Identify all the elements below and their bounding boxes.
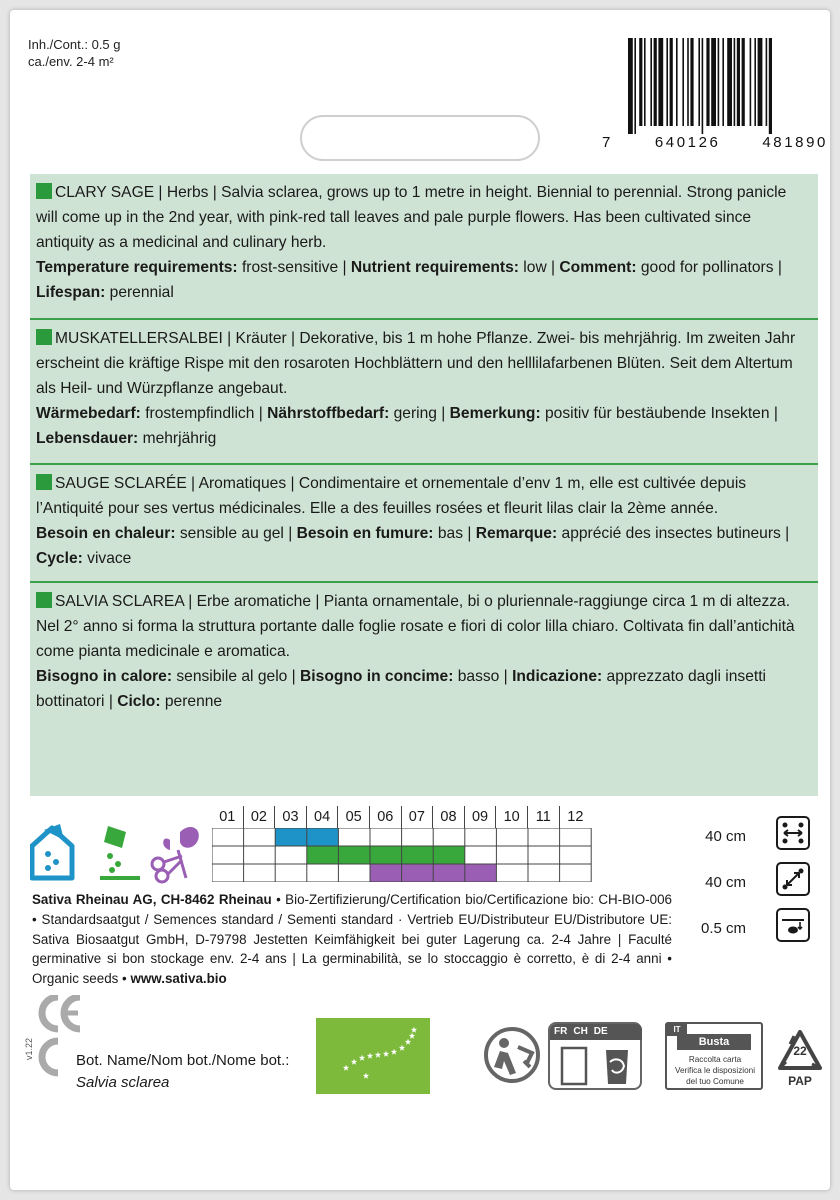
description-it <box>30 583 818 714</box>
hanger-hole <box>300 115 540 161</box>
website-link[interactable]: www.sativa.bio <box>130 971 227 987</box>
month-label: 04 <box>307 806 339 828</box>
description-intro: CLARY SAGE | Herbs | Salvia sclarea, grows up to 1 metre in height. Biennial to perennial. Strong panicle will come up in the 2nd year, with pink-red tall leaves and pale purple flowers. Has been cultivated since antiquity as a medicinal and culinary herb. <box>36 184 787 251</box>
pap-number: 22 <box>793 1044 807 1058</box>
version-label: v1.22 <box>24 1037 34 1060</box>
field-label: Indicazione: <box>512 668 603 685</box>
country-de: DE <box>593 1026 608 1037</box>
triman-icon <box>480 1025 546 1085</box>
barcode-bar <box>727 38 732 126</box>
field-label: Bisogno in calore: <box>36 668 173 685</box>
field-value: basso | <box>453 668 513 685</box>
busta-line: Raccolta carta <box>688 1055 742 1064</box>
greenhouse-sowing-icon <box>32 824 72 878</box>
pap-label: PAP <box>788 1074 812 1088</box>
eu-star-icon <box>405 1039 411 1045</box>
description-intro: MUSKATELLERSALBEI | Kräuter | Dekorative, bis 1 m hohe Pflanze. Zwei- bis mehrjährig. Im zweiten Jahr erscheint die kräftige Rispe mit den rosaroten Hochblättern und den helllilafarbenen Blüten. Seit dem Altertum als Heil- und Würzpflanze angebaut. <box>36 330 796 397</box>
field-value: low | <box>518 259 560 276</box>
month-label: 08 <box>433 806 465 828</box>
barcode-bar <box>682 38 684 126</box>
eu-star-icon <box>367 1053 373 1059</box>
month-label: 02 <box>244 806 276 828</box>
content-info <box>28 36 121 70</box>
calendar-grid <box>212 828 632 882</box>
calendar-bar <box>307 846 465 864</box>
eu-star-icon <box>409 1033 415 1039</box>
barcode-bar <box>766 38 768 126</box>
barcode-number <box>602 134 828 151</box>
field-value: sensibile al gelo | <box>172 668 301 685</box>
eu-star-icon <box>391 1049 397 1055</box>
eu-star-icon <box>343 1065 349 1071</box>
barcode-bar <box>734 38 736 126</box>
busta-title: Busta <box>677 1034 751 1050</box>
barcode-bar <box>666 38 668 126</box>
month-label: 06 <box>370 806 402 828</box>
barcode-bar <box>690 38 693 126</box>
eu-organic-logo <box>316 1018 430 1094</box>
field-value: bas | <box>433 525 476 542</box>
barcode-bar <box>687 38 689 126</box>
month-label: 11 <box>528 806 560 828</box>
field-label: Nutrient requirements: <box>350 259 519 276</box>
description-intro: SAUGE SCLARÉE | Aromatiques | Condimentaire et ornementale d’env 1 m, elle est cultivée depuis l’Antiquité pour ses vertus médicinales. Elle a des feuilles rosées et fleurit lilas clair la 2ème année. <box>36 475 747 517</box>
field-label: Ciclo: <box>117 693 161 710</box>
field-value: good for pollinators | <box>636 259 782 276</box>
busta-line: Verifica le disposizioni <box>674 1066 756 1075</box>
botanical-name <box>76 1050 289 1094</box>
field-label: Remarque: <box>475 525 558 542</box>
field-value: apprécié des insectes butineurs | <box>557 525 790 542</box>
eu-star-icon <box>411 1027 417 1033</box>
plant-distance-icon <box>776 862 810 896</box>
botanical-name-value: Salvia sclarea <box>76 1074 170 1091</box>
barcode-digit-prefix: 7 <box>602 134 613 151</box>
month-label: 05 <box>338 806 370 828</box>
field-label: Comment: <box>559 259 637 276</box>
legal-text <box>32 890 672 989</box>
calendar-icons <box>30 820 210 884</box>
barcode-bar <box>722 38 724 126</box>
field-label: Temperature requirements: <box>36 259 238 276</box>
field-value: positiv für bestäubende Insekten | <box>540 405 778 422</box>
barcode-bar <box>670 38 673 126</box>
green-square-icon <box>36 183 52 199</box>
busta-country: IT <box>667 1024 687 1036</box>
row-distance-icon <box>776 816 810 850</box>
company-name: Sativa Rheinau AG, CH-8462 Rheinau <box>32 892 272 907</box>
field-value: frostempfindlich | <box>140 405 268 422</box>
barcode-bar <box>750 38 752 126</box>
barcode-digit-left: 640126 <box>654 134 721 151</box>
bag-and-bin-icon <box>556 1044 636 1086</box>
eu-star-icon <box>359 1055 365 1061</box>
botanical-name-label: Bot. Name/Nom bot./Nome bot.: <box>76 1052 290 1069</box>
country-tabs <box>550 1024 642 1040</box>
barcode-bar <box>737 38 740 126</box>
seed-packet-back <box>10 10 830 1190</box>
eu-star-icon <box>383 1051 389 1057</box>
field-value: frost-sensitive | <box>237 259 351 276</box>
barcode <box>622 38 830 134</box>
description-en <box>30 174 818 305</box>
field-label: Besoin en chaleur: <box>36 525 176 542</box>
field-value: vivace <box>82 550 132 567</box>
field-label: Nährstoffbedarf: <box>267 405 390 422</box>
barcode-bar <box>654 38 657 126</box>
field-value: gering | <box>389 405 450 422</box>
month-label: 01 <box>212 806 244 828</box>
barcode-bar <box>628 38 633 134</box>
field-label: Lifespan: <box>36 284 106 301</box>
busta-text <box>669 1054 761 1087</box>
eu-star-icon <box>363 1073 369 1079</box>
busta-line: del tuo Comune <box>686 1077 744 1086</box>
field-value: sensible au gel | <box>175 525 297 542</box>
busta-logo <box>665 1022 763 1090</box>
barcode-bar <box>698 38 700 126</box>
month-label: 07 <box>402 806 434 828</box>
sowing-depth-value: 0.5 cm <box>700 920 746 937</box>
country-ch: CH <box>573 1026 588 1037</box>
field-label: Cycle: <box>36 550 83 567</box>
outdoor-sowing-icon <box>100 826 140 880</box>
barcode-bar <box>754 38 756 126</box>
barcode-bar <box>702 38 704 134</box>
country-fr: FR <box>554 1026 568 1037</box>
field-label: Bemerkung: <box>449 405 541 422</box>
field-label: Besoin en fumure: <box>296 525 434 542</box>
barcode-bar <box>634 38 636 134</box>
description-de <box>30 320 818 451</box>
content-weight: Inh./Cont.: 0.5 g <box>28 37 121 52</box>
barcode-bar <box>676 38 678 126</box>
field-value: perennial <box>105 284 174 301</box>
harvest-scissors-icon <box>152 827 199 882</box>
month-label: 12 <box>567 809 584 825</box>
barcode-bar <box>650 38 652 126</box>
field-label: Bisogno in concime: <box>300 668 454 685</box>
barcode-bar <box>639 38 642 126</box>
eu-star-icon <box>351 1059 357 1065</box>
row-distance-value: 40 cm <box>705 828 746 845</box>
field-value: perenne <box>160 693 223 710</box>
eu-star-icon <box>399 1045 405 1051</box>
month-label: 09 <box>465 806 497 828</box>
description-fr <box>30 465 818 571</box>
barcode-bar <box>718 38 720 126</box>
field-value: mehrjährig <box>138 430 217 447</box>
plant-distance-value: 40 cm <box>705 874 746 891</box>
field-value: apprezzato dagli insetti bottinatori | <box>36 668 767 710</box>
field-label: Lebensdauer: <box>36 430 139 447</box>
barcode-bar <box>758 38 763 126</box>
paper-disposal-logo <box>548 1022 642 1090</box>
description-panel <box>30 174 818 796</box>
barcode-bar <box>644 38 646 126</box>
month-label: 10 <box>496 806 528 828</box>
description-intro: SALVIA SCLAREA | Erbe aromatiche | Pianta ornamentale, bi o pluriennale-raggiunge circa 1 m di altezza. Nel 2° anno si forma la struttura portante dalle foglie rosate e fiori di color lilla chiaro. Coltivata fin dall’antichità come pianta medicinale e aromatica. <box>36 593 795 660</box>
barcode-bar <box>769 38 772 134</box>
eu-star-icon <box>375 1052 381 1058</box>
barcode-bar <box>742 38 745 126</box>
field-label: Wärmebedarf: <box>36 405 141 422</box>
sowing-depth-icon <box>776 908 810 942</box>
month-label: 03 <box>275 806 307 828</box>
green-square-icon <box>36 474 52 490</box>
pap-recycle-logo <box>774 1026 826 1096</box>
barcode-bar <box>706 38 709 126</box>
green-square-icon <box>36 329 52 345</box>
month-header <box>212 806 591 828</box>
green-square-icon <box>36 592 52 608</box>
barcode-bar <box>658 38 663 126</box>
content-area: ca./env. 2-4 m² <box>28 54 114 69</box>
certification-text: • Bio-Zertifizierung/Certification bio/Certificazione bio: CH-BIO-006 • Standardsaatgut / Semences standard / Sementi standard · Vertrieb EU/Distributeur EU/Distributore UE: Sativa Biosaatgut GmbH, D-79798 Jestetten Keimfähigkeit bei guter Lagerung ca. 2-4 Jahre | Faculté germinative si bon stockage env. 2-4 ans | La germinabilità, se lo stoccaggio è corretto, è di 2-4 anni • Organic seeds • <box>32 892 672 987</box>
barcode-digit-right: 481890 <box>762 134 828 151</box>
barcode-bar <box>711 38 716 126</box>
